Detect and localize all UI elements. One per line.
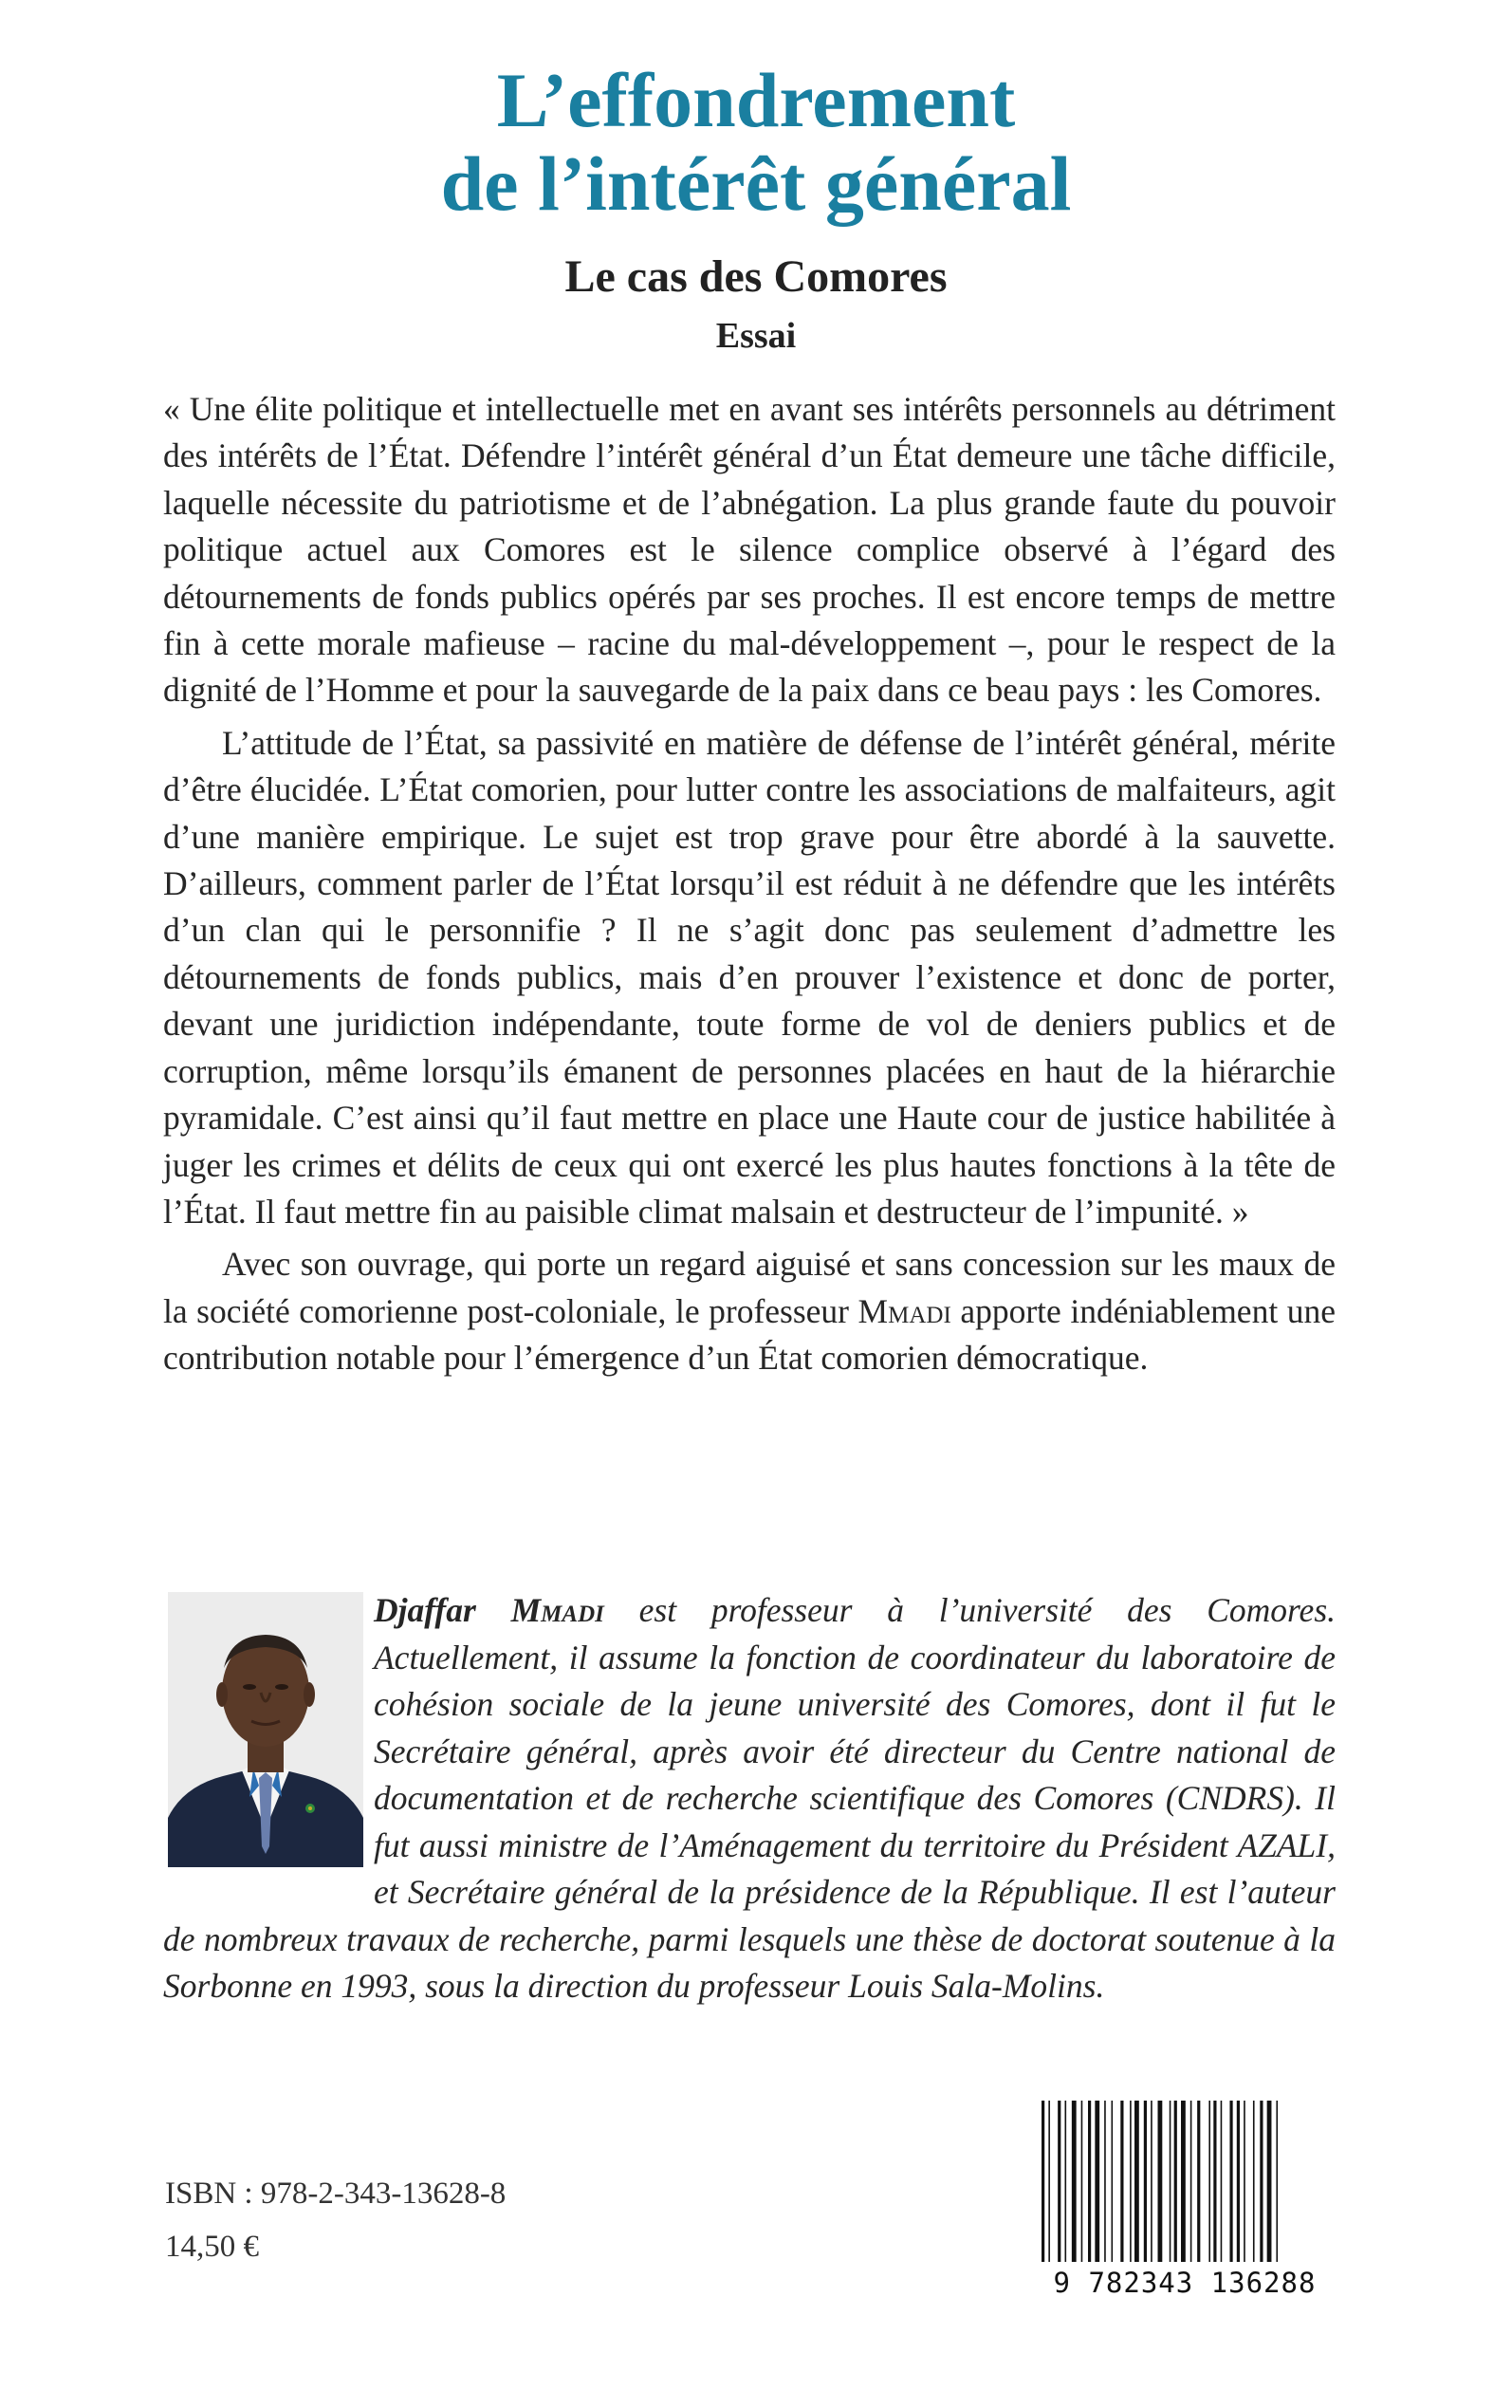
barcode-digits: 9 782343 136288: [1053, 2267, 1317, 2299]
blurb-paragraph-2: L’attitude de l’État, sa passivité en matière de défense de l’intérêt général, mérite d’être élucidée. L’État comorien, pour lutter contre les associations de malfaiteurs, agit d’une manière empirique. Le sujet est trop grave pour être abordé à la sauvette. D’ailleurs, comment parler de l’État lorsqu’il est réduit à ne défendre que les intérêts d’un clan qui le personnifie ? Il ne s’agit donc pas seulement d’admettre les détournements de fonds publics, mais d’en prouver l’existence et donc de porter, devant une juridiction indépendante, toute forme de vol de deniers publics et de corruption, même lorsqu’ils émanent de personnes placées en haut de la hiérarchie pyramidale. C’est ainsi qu’il faut mettre en place une Haute cour de justice habilitée à juger les crimes et délits de ceux qui ont exercé les plus hautes fonctions à la tête de l’État. Il faut mettre fin au paisible climat malsain et destructeur de l’impunité. »: [163, 723, 1336, 1231]
blurb-paragraph-3-start: Avec son ouvrage, qui porte un regard aiguisé et sans concession sur les maux de la société comorienne post-coloniale, le professeur: [163, 1245, 1336, 1330]
barcode-icon: [1034, 2097, 1336, 2266]
author-bio-text: est professeur à l’université des Comores. Actuellement, il assume la fonction de coordinateur du laboratoire de cohésion sociale de la jeune université des Comores, dont il fut le Secrétaire général, après avoir été directeur du Centre national de documentation et de recherche scientifique des Comores (CNDRS). Il fut aussi ministre de l’Aménagement du territoire du Président AZALI, et Secrétaire général de la présidence de la République. Il est l’auteur de nombreux travaux de recherche, parmi lesquels une thèse de doctorat soutenue à la Sorbonne en 1993, sous la direction du professeur Louis Sala-Molins.: [163, 1591, 1337, 2005]
blurb: [163, 386, 1336, 1382]
price: 14,50 €: [165, 2230, 259, 2264]
title-line-2: de l’intérêt général: [440, 140, 1072, 227]
book-title: [0, 59, 1512, 226]
title-line-1: L’effondrement: [496, 57, 1016, 143]
book-subtitle: Le cas des Comores: [564, 251, 948, 302]
blurb-paragraph-3: [163, 1241, 1336, 1381]
author-first-name: Djaffar: [374, 1591, 476, 1629]
author-last-name: Mmadi: [510, 1591, 604, 1629]
isbn: ISBN : 978-2-343-13628-8: [165, 2176, 507, 2211]
author-name: [374, 1591, 604, 1629]
book-genre: Essai: [715, 316, 797, 356]
barcode: [1034, 2097, 1336, 2302]
author-bio: [163, 1587, 1336, 2010]
blurb-paragraph-3-end: apporte indéniablement une contribution notable pour l’émergence d’un État comorien démocratique.: [163, 1291, 1336, 1378]
blurb-paragraph-1: « Une élite politique et intellectuelle met en avant ses intérêts personnels au détriment des intérêts de l’État. Défendre l’intérêt général d’un État demeure une tâche difficile, laquelle nécessite du patriotisme et de l’abnégation. La plus grande faute du pouvoir politique actuel aux Comores est le silence complice observé à l’égard des détournements de fonds publics opérés par ses proches. Il est encore temps de mettre fin à cette morale mafieuse – racine du mal-développement –, pour le respect de la dignité de l’Homme et pour la sauvegarde de la paix dans ce beau pays : les Comores.: [163, 390, 1336, 710]
author-surname: Mmadi: [857, 1291, 951, 1330]
